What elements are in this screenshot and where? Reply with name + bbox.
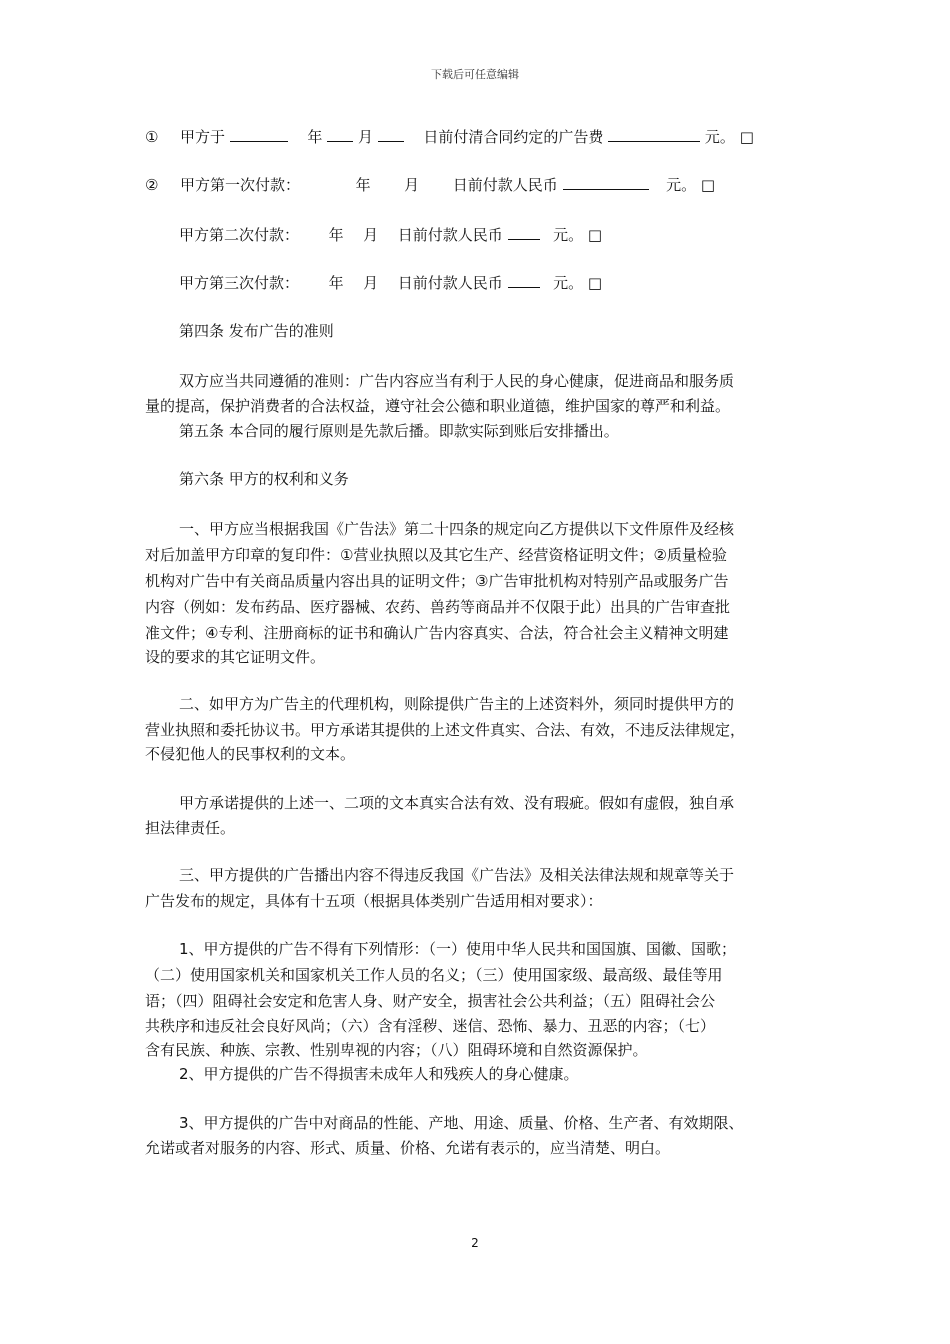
paragraph-line: 准文件；④专利、注册商标的证书和确认广告内容真实、合法，符合社会主义精神文明建 [145,624,729,642]
article-5: 第五条 本合同的履行原则是先款后播。即款实际到账后安排播出。 [179,422,619,440]
circled-marker: ② [145,176,159,194]
paragraph-line: 语；（四）阻碍社会安定和危害人身、财产安全，损害社会公共利益；（五）阻碍社会公 [145,992,716,1010]
payment-text: 日前付款人民币 [452,176,558,194]
amount-blank [563,175,649,190]
paragraph-line: 三、甲方提供的广告播出内容不得违反我国《广告法》及相关法律法规和规章等关于 [179,866,735,884]
payment-label: 甲方第二次付款： [179,226,300,244]
page-header: 下载后可任意编辑 [431,68,519,81]
article-4-title: 第四条 发布广告的准则 [179,322,334,340]
paragraph-line: 允诺或者对服务的内容、形式、质量、价格、允诺有表示的，应当清楚、明白。 [145,1139,671,1157]
paragraph-line: 含有民族、种族、宗教、性别卑视的内容；（八）阻碍环境和自然资源保护。 [145,1041,648,1059]
month-label: 月 [363,226,379,244]
unit-label: 元。 [704,128,735,146]
checkbox-icon: □ [700,176,716,194]
amount-blank [508,273,540,288]
unit-label: 元。 [553,274,584,292]
unit-label: 元。 [666,176,697,194]
payment-label: 甲方于 [180,128,226,146]
page-number: 2 [471,1236,479,1250]
paragraph-line: 广告发布的规定，具体有十五项（根据具体类别广告适用相对要求）： [145,892,603,910]
paragraph-line: 机构对广告中有关商品质量内容出具的证明文件；③广告审批机构对特别产品或服务广告 [145,572,729,590]
paragraph-line: （二）使用国家机关和国家机关工作人员的名义；（三）使用国家级、最高级、最佳等用 [145,966,723,984]
checkbox-icon: □ [587,274,603,292]
payment-label: 甲方第一次付款： [180,176,301,194]
circled-marker: ① [145,128,159,146]
payment-label: 甲方第三次付款： [179,274,300,292]
paragraph-line: 一、甲方应当根据我国《广告法》第二十四条的规定向乙方提供以下文件原件及经核 [179,520,735,538]
payment-text: 日前付清合同约定的广告费 [423,128,604,146]
paragraph-line: 对后加盖甲方印章的复印件：①营业执照以及其它生产、经营资格证明文件；②质量检验 [145,546,727,564]
paragraph-line: 共秩序和违反社会良好风尚；（六）含有淫秽、迷信、恐怖、暴力、丑恶的内容；（七） [145,1017,716,1035]
checkbox-icon: □ [587,226,603,244]
paragraph-line: 二、如甲方为广告主的代理机构，则除提供广告主的上述资料外，须同时提供甲方的 [179,695,735,713]
payment-line-3 [179,224,602,246]
payment-line-1 [145,126,754,148]
payment-line-2 [145,174,715,196]
payment-line-4 [179,272,602,294]
paragraph-line: 甲方承诺提供的上述一、二项的文本真实合法有效、没有瑕疵。假如有虚假，独自承 [179,794,735,812]
paragraph-line: 营业执照和委托协议书。甲方承诺其提供的上述文件真实、合法、有效，不违反法律规定， [145,721,746,739]
paragraph-line: 担法律责任。 [145,819,236,837]
year-blank [230,127,288,142]
month-blank [327,127,353,142]
paragraph-line: 3、甲方提供的广告中对商品的性能、产地、用途、质量、价格、生产者、有效期限、 [179,1114,744,1132]
paragraph-line: 设的要求的其它证明文件。 [145,648,326,666]
paragraph-line: 量的提高，保护消费者的合法权益，遵守社会公德和职业道德，维护国家的尊严和利益。 [145,397,731,415]
paragraph-line: 1、甲方提供的广告不得有下列情形：（一）使用中华人民共和国国旗、国徽、国歌； [179,940,737,958]
checkbox-icon: □ [739,128,754,146]
year-label: 年 [307,128,323,146]
month-label: 月 [357,128,373,146]
payment-text: 日前付款人民币 [397,226,503,244]
month-label: 月 [363,274,379,292]
paragraph-line: 内容（例如：发布药品、医疗器械、农药、兽药等商品并不仅限于此）出具的广告审查批 [145,598,731,616]
article-6-title: 第六条 甲方的权利和义务 [179,470,349,488]
paragraph-line: 2、甲方提供的广告不得损害未成年人和残疾人的身心健康。 [179,1065,579,1083]
unit-label: 元。 [553,226,584,244]
month-label: 月 [404,176,420,194]
year-label: 年 [328,274,344,292]
year-label: 年 [328,226,344,244]
paragraph-line: 不侵犯他人的民事权利的文本。 [145,745,356,763]
payment-text: 日前付款人民币 [397,274,503,292]
amount-blank [608,127,700,142]
paragraph-line: 双方应当共同遵循的准则：广告内容应当有利于人民的身心健康，促进商品和服务质 [179,372,735,390]
amount-blank [508,225,540,240]
day-blank [378,127,404,142]
year-label: 年 [355,176,371,194]
